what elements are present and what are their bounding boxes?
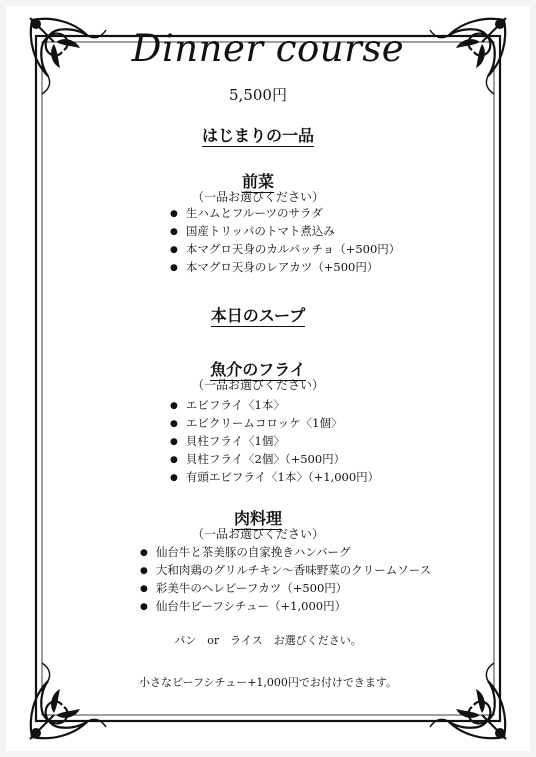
list-item: ● 大和肉鶏のグリルチキン～香味野菜のクリームソース <box>140 561 431 579</box>
intro-heading: はじまりの一品 <box>201 126 314 145</box>
list-item: ● 仙台牛と茶美豚の自家挽きハンバーグ <box>140 543 431 561</box>
fry-heading: 魚介のフライ <box>210 360 306 379</box>
list-item: ● 彩美牛のヘレビーフカツ（+500円） <box>140 579 431 597</box>
starter-note: （一品お選びください） <box>191 190 324 204</box>
course-price: 5,500円 <box>229 86 287 104</box>
fry-note: （一品お選びください） <box>191 378 324 392</box>
meat-note: （一品お選びください） <box>191 527 324 541</box>
meat-list <box>140 543 431 615</box>
list-item: ● 仙台牛ビーフシチュー（+1,000円） <box>140 597 431 615</box>
meat-heading: 肉料理 <box>233 509 282 528</box>
bread-or-rice-note: パン or ライス お選びください。 <box>174 634 362 647</box>
list-item: ● エビフライ〈1本〉 <box>170 396 379 414</box>
list-item: ● 本マグロ天身のレアカツ（+500円） <box>170 258 400 276</box>
list-item: ● エビクリームコロッケ〈1個〉 <box>170 414 379 432</box>
list-item: ● 生ハムとフルーツのサラダ <box>170 204 400 222</box>
list-item: ● 国産トリッパのトマト煮込み <box>170 222 400 240</box>
soup-heading: 本日のスープ <box>210 306 306 325</box>
menu-title: Dinner course <box>131 27 405 70</box>
list-item: ● 本マグロ天身のカルパッチョ（+500円） <box>170 240 400 258</box>
list-item: ● 有頭エビフライ〈1本〉（+1,000円） <box>170 468 379 486</box>
starter-list <box>170 204 400 276</box>
list-item: ● 貝柱フライ〈2個〉（+500円） <box>170 450 379 468</box>
list-item: ● 貝柱フライ〈1個〉 <box>170 432 379 450</box>
fry-list <box>170 396 379 486</box>
starter-heading: 前菜 <box>241 172 274 191</box>
beef-stew-addon-note: 小さなビーフシチュー+1,000円でお付けできます。 <box>138 676 398 689</box>
